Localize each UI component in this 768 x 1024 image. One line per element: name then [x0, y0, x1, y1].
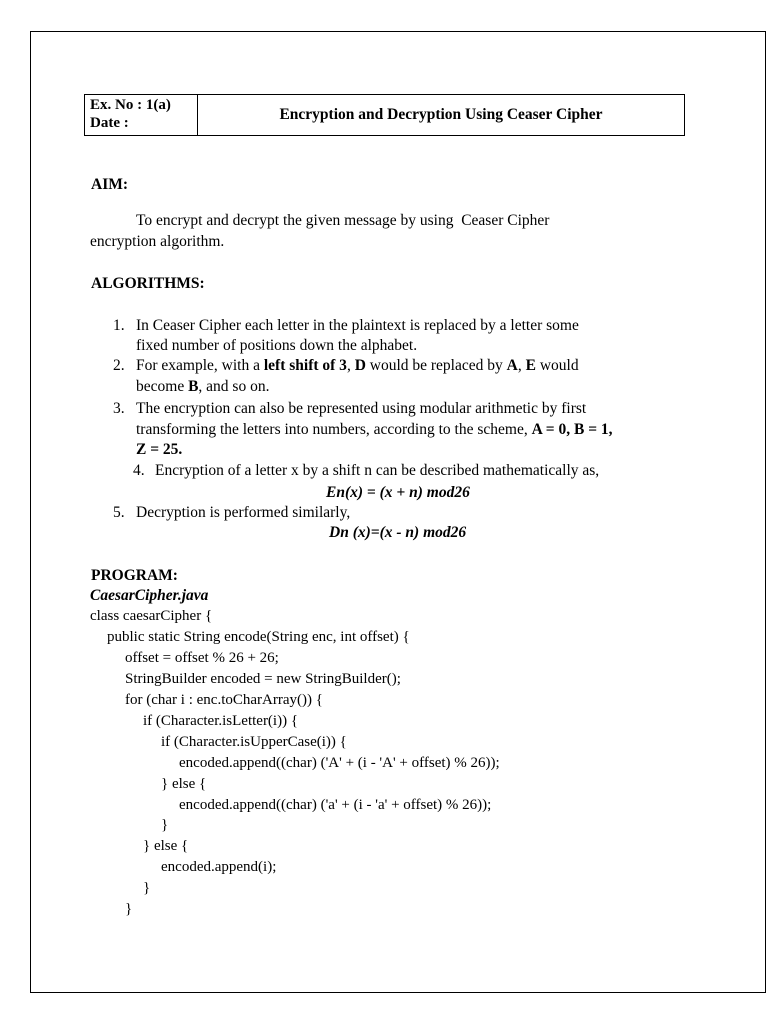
code-line: offset = offset % 26 + 26; — [125, 650, 279, 666]
algorithm-step-3-line-1: The encryption can also be represented using modular arithmetic by first — [136, 400, 587, 417]
decryption-formula: Dn (x)=(x - n) mod26 — [329, 524, 467, 541]
header-table — [84, 94, 685, 136]
program-heading: PROGRAM: — [91, 567, 178, 584]
code-line: class caesarCipher { — [90, 608, 213, 624]
code-line: } — [161, 817, 169, 833]
code-line: } else { — [161, 776, 207, 792]
exercise-date: Date : — [90, 115, 129, 131]
exercise-info — [85, 95, 198, 135]
algorithm-step-3-line-2: transforming the letters into numbers, according to the scheme, A = 0, B = 1, — [136, 421, 613, 438]
code-line: encoded.append((char) ('A' + (i - 'A' + offset) % 26)); — [179, 755, 500, 771]
code-line: } — [125, 901, 133, 917]
code-line: public static String encode(String enc, int offset) { — [107, 629, 410, 645]
list-number-3: 3. — [113, 400, 125, 417]
algorithm-step-1-line-2: fixed number of positions down the alphabet. — [136, 337, 418, 354]
code-line: } — [143, 880, 151, 896]
code-line: StringBuilder encoded = new StringBuilder(); — [125, 671, 401, 687]
code-line: if (Character.isUpperCase(i)) { — [161, 734, 347, 750]
code-line: encoded.append((char) ('a' + (i - 'a' + offset) % 26)); — [179, 797, 492, 813]
code-line: } else { — [143, 838, 189, 854]
list-number-5: 5. — [113, 504, 125, 521]
list-number-1: 1. — [113, 317, 125, 334]
aim-text-line-2: encryption algorithm. — [90, 233, 225, 250]
exercise-number: Ex. No : 1(a) — [90, 97, 171, 113]
algorithm-step-5-line-1: Decryption is performed similarly, — [136, 504, 351, 521]
code-line: encoded.append(i); — [161, 859, 277, 875]
list-number-2: 2. — [113, 357, 125, 374]
algorithm-step-4-line-1: Encryption of a letter x by a shift n can be described mathematically as, — [155, 462, 600, 479]
algorithms-heading: ALGORITHMS: — [91, 275, 205, 292]
aim-text-line-1: To encrypt and decrypt the given message by using Ceaser Cipher — [136, 212, 550, 229]
code-line: if (Character.isLetter(i)) { — [143, 713, 299, 729]
algorithm-step-3-line-3: Z = 25. — [136, 441, 183, 458]
code-line: for (char i : enc.toCharArray()) { — [125, 692, 323, 708]
list-number-4: 4. — [133, 462, 145, 479]
algorithm-step-1-line-1: In Ceaser Cipher each letter in the plaintext is replaced by a letter some — [136, 317, 579, 334]
document-title: Encryption and Decryption Using Ceaser Cipher — [279, 106, 603, 123]
aim-heading: AIM: — [91, 176, 129, 193]
encryption-formula: En(x) = (x + n) mod26 — [326, 484, 470, 501]
algorithm-step-2-line-2: become B, and so on. — [136, 378, 270, 395]
program-filename: CaesarCipher.java — [90, 587, 209, 604]
algorithm-step-2-line-1: For example, with a left shift of 3, D would be replaced by A, E would — [136, 357, 579, 374]
